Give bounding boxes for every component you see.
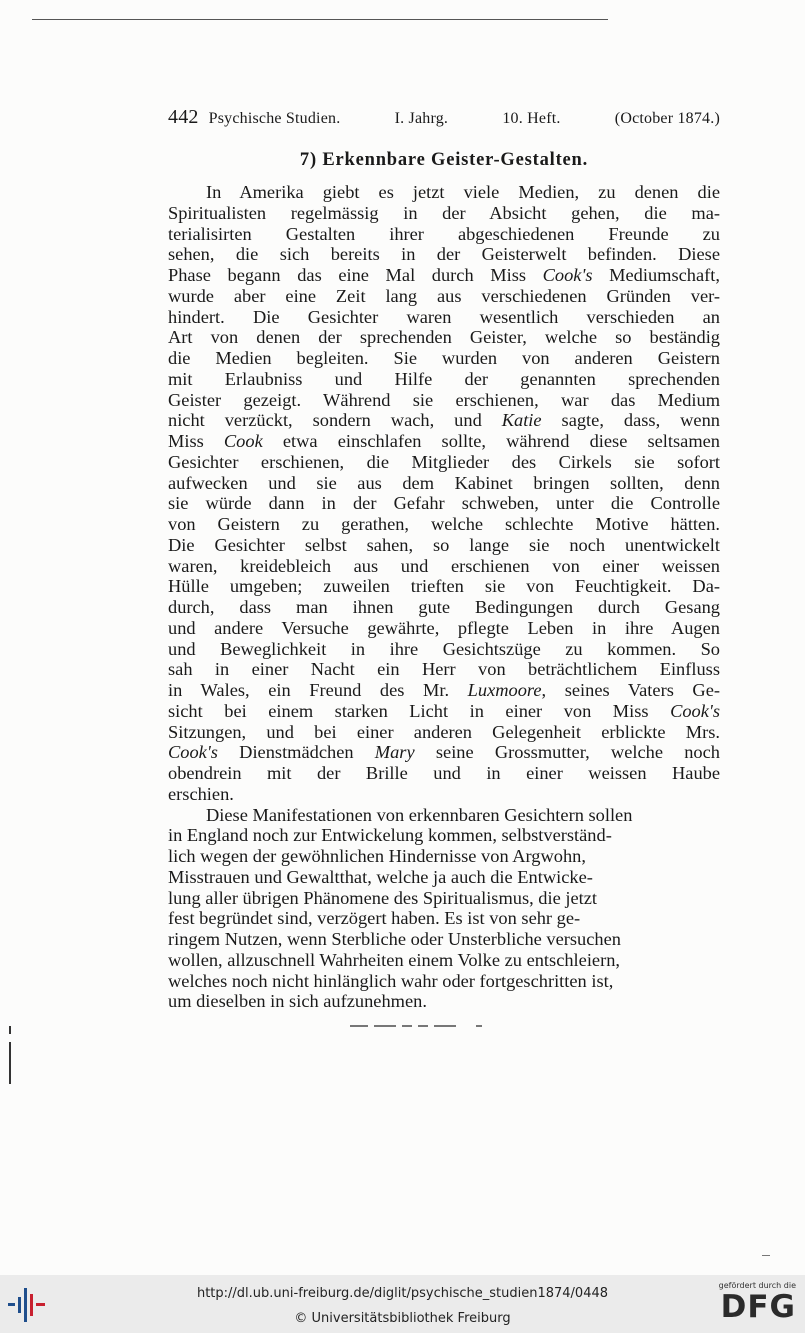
dfg-logo[interactable] xyxy=(710,1281,796,1329)
emphasized-name: Cook's xyxy=(670,700,720,721)
emphasized-name: Cook xyxy=(223,431,263,451)
emphasized-name: Cook's xyxy=(542,265,593,285)
emphasized-name: Cook's xyxy=(168,742,218,763)
issue-label: 10. Heft. xyxy=(502,110,561,127)
emphasized-name: Katie xyxy=(501,410,542,431)
permalink-url[interactable]: http://dl.ub.uni-freiburg.de/diglit/psychische_studien1874/0448 xyxy=(196,1286,609,1301)
end-ornament xyxy=(350,1025,482,1027)
funder-note: gefördert durch die xyxy=(718,1281,796,1290)
volume-label: I. Jahrg. xyxy=(394,110,449,127)
viewer-footer xyxy=(0,1275,805,1333)
scan-edge-mark xyxy=(9,1026,11,1034)
running-title xyxy=(209,110,720,128)
dfg-logo-text: DFG xyxy=(720,1289,796,1325)
scan-edge-mark xyxy=(9,1042,11,1084)
scan-dash xyxy=(762,1255,770,1256)
issue-date: (October 1874.) xyxy=(614,110,720,127)
page-number: 442 xyxy=(168,106,199,128)
emphasized-name: Luxmoore xyxy=(467,680,542,700)
paragraph: Diese Manifestationen von erkennbaren Gesichtern sollen in England noch zur Entwickelung kommen, selbstverständ- lich wegen der gewöhnlichen Hindernisse von Argwohn, Misstrauen und Gewaltthat, welche ja auch die Entwicke- lung aller übrigen Phänomene des Spiritualismus, die jetzt fest begründet sind, verzögert haben. Es ist von sehr ge- ringem Nutzen, wenn Sterbliche oder Unsterbliche versuchen wollen, allzuschnell Wahrheiten einem Volke zu entschleiern, welches noch nicht hinlänglich wahr oder fortgeschritten ist, um dieselben in sich aufzunehmen. xyxy=(168,804,633,1012)
body-text xyxy=(168,182,720,1012)
section-title: 7) Erkennbare Geister-Gestalten. xyxy=(299,150,589,170)
paragraph: In Amerika giebt es jetzt viele Medien, zu denen die Spiritualisten regelmässig in der Absicht gehen, die ma- terialisirten Gestalten ihrer abgeschiedenen Freunde zu sehen, die sich bereits in der Geisterwelt befinden. Diese Phase begann das eine Mal durch Miss Cook's Mediumschaft, wurde aber eine Zeit lang aus verschiedenen Gründen ver- hindert. Die Gesichter waren wesentlich verschieden an Art von denen der sprechenden Geister, welche so beständig die Medien begleiten. Sie wurden von anderen Geistern mit Erlaubniss und Hilfe der genannten sprechenden Geister gezeigt. Während sie erschienen, war das Medium nicht verzückt, sondern wach, und Katie sagte, dass, wenn Miss Cook etwa einschlafen sollte, während diese seltsamen Gesichter erschienen, die Mitglieder des Cirkels sie sofort aufwecken und sie aus dem Kabinet bringen sollten, denn sie würde dann in der Gefahr schweben, unter die Controlle von Geistern zu gerathen, welche schlechte Motive hätten. Die Gesichter selbst sahen, so lange sie noch unentwickelt waren, kreidebleich aus und erschienen von einer weissen Hülle umgeben; zuweilen trieften sie von Feuchtigkeit. Da- durch, dass man ihnen gute Bedingungen durch Gesang und andere Versuche gewährte, pflegte Leben in ihre Augen und Beweglichkeit in ihre Gesichtszüge zu kommen. So sah in einer Nacht ein Herr von beträchtlichem Einfluss in Wales, ein Freund des Mr. Luxmoore, seines Vaters Ge- sicht bei einem starken Licht in einer von Miss Cook's Sitzungen, und bei einer anderen Gelegenheit erblickte Mrs. Cook's Dienstmädchen Mary seine Grossmutter, welche noch obendrein mit der Brille und in einer weissen Haube erschien. xyxy=(168,182,721,804)
copyright-text: © Universitätsbibliothek Freiburg xyxy=(294,1311,511,1326)
journal-name: Psychische Studien. xyxy=(208,110,341,127)
top-rule xyxy=(32,19,608,20)
emphasized-name: Mary xyxy=(374,742,415,763)
running-header xyxy=(168,106,720,129)
